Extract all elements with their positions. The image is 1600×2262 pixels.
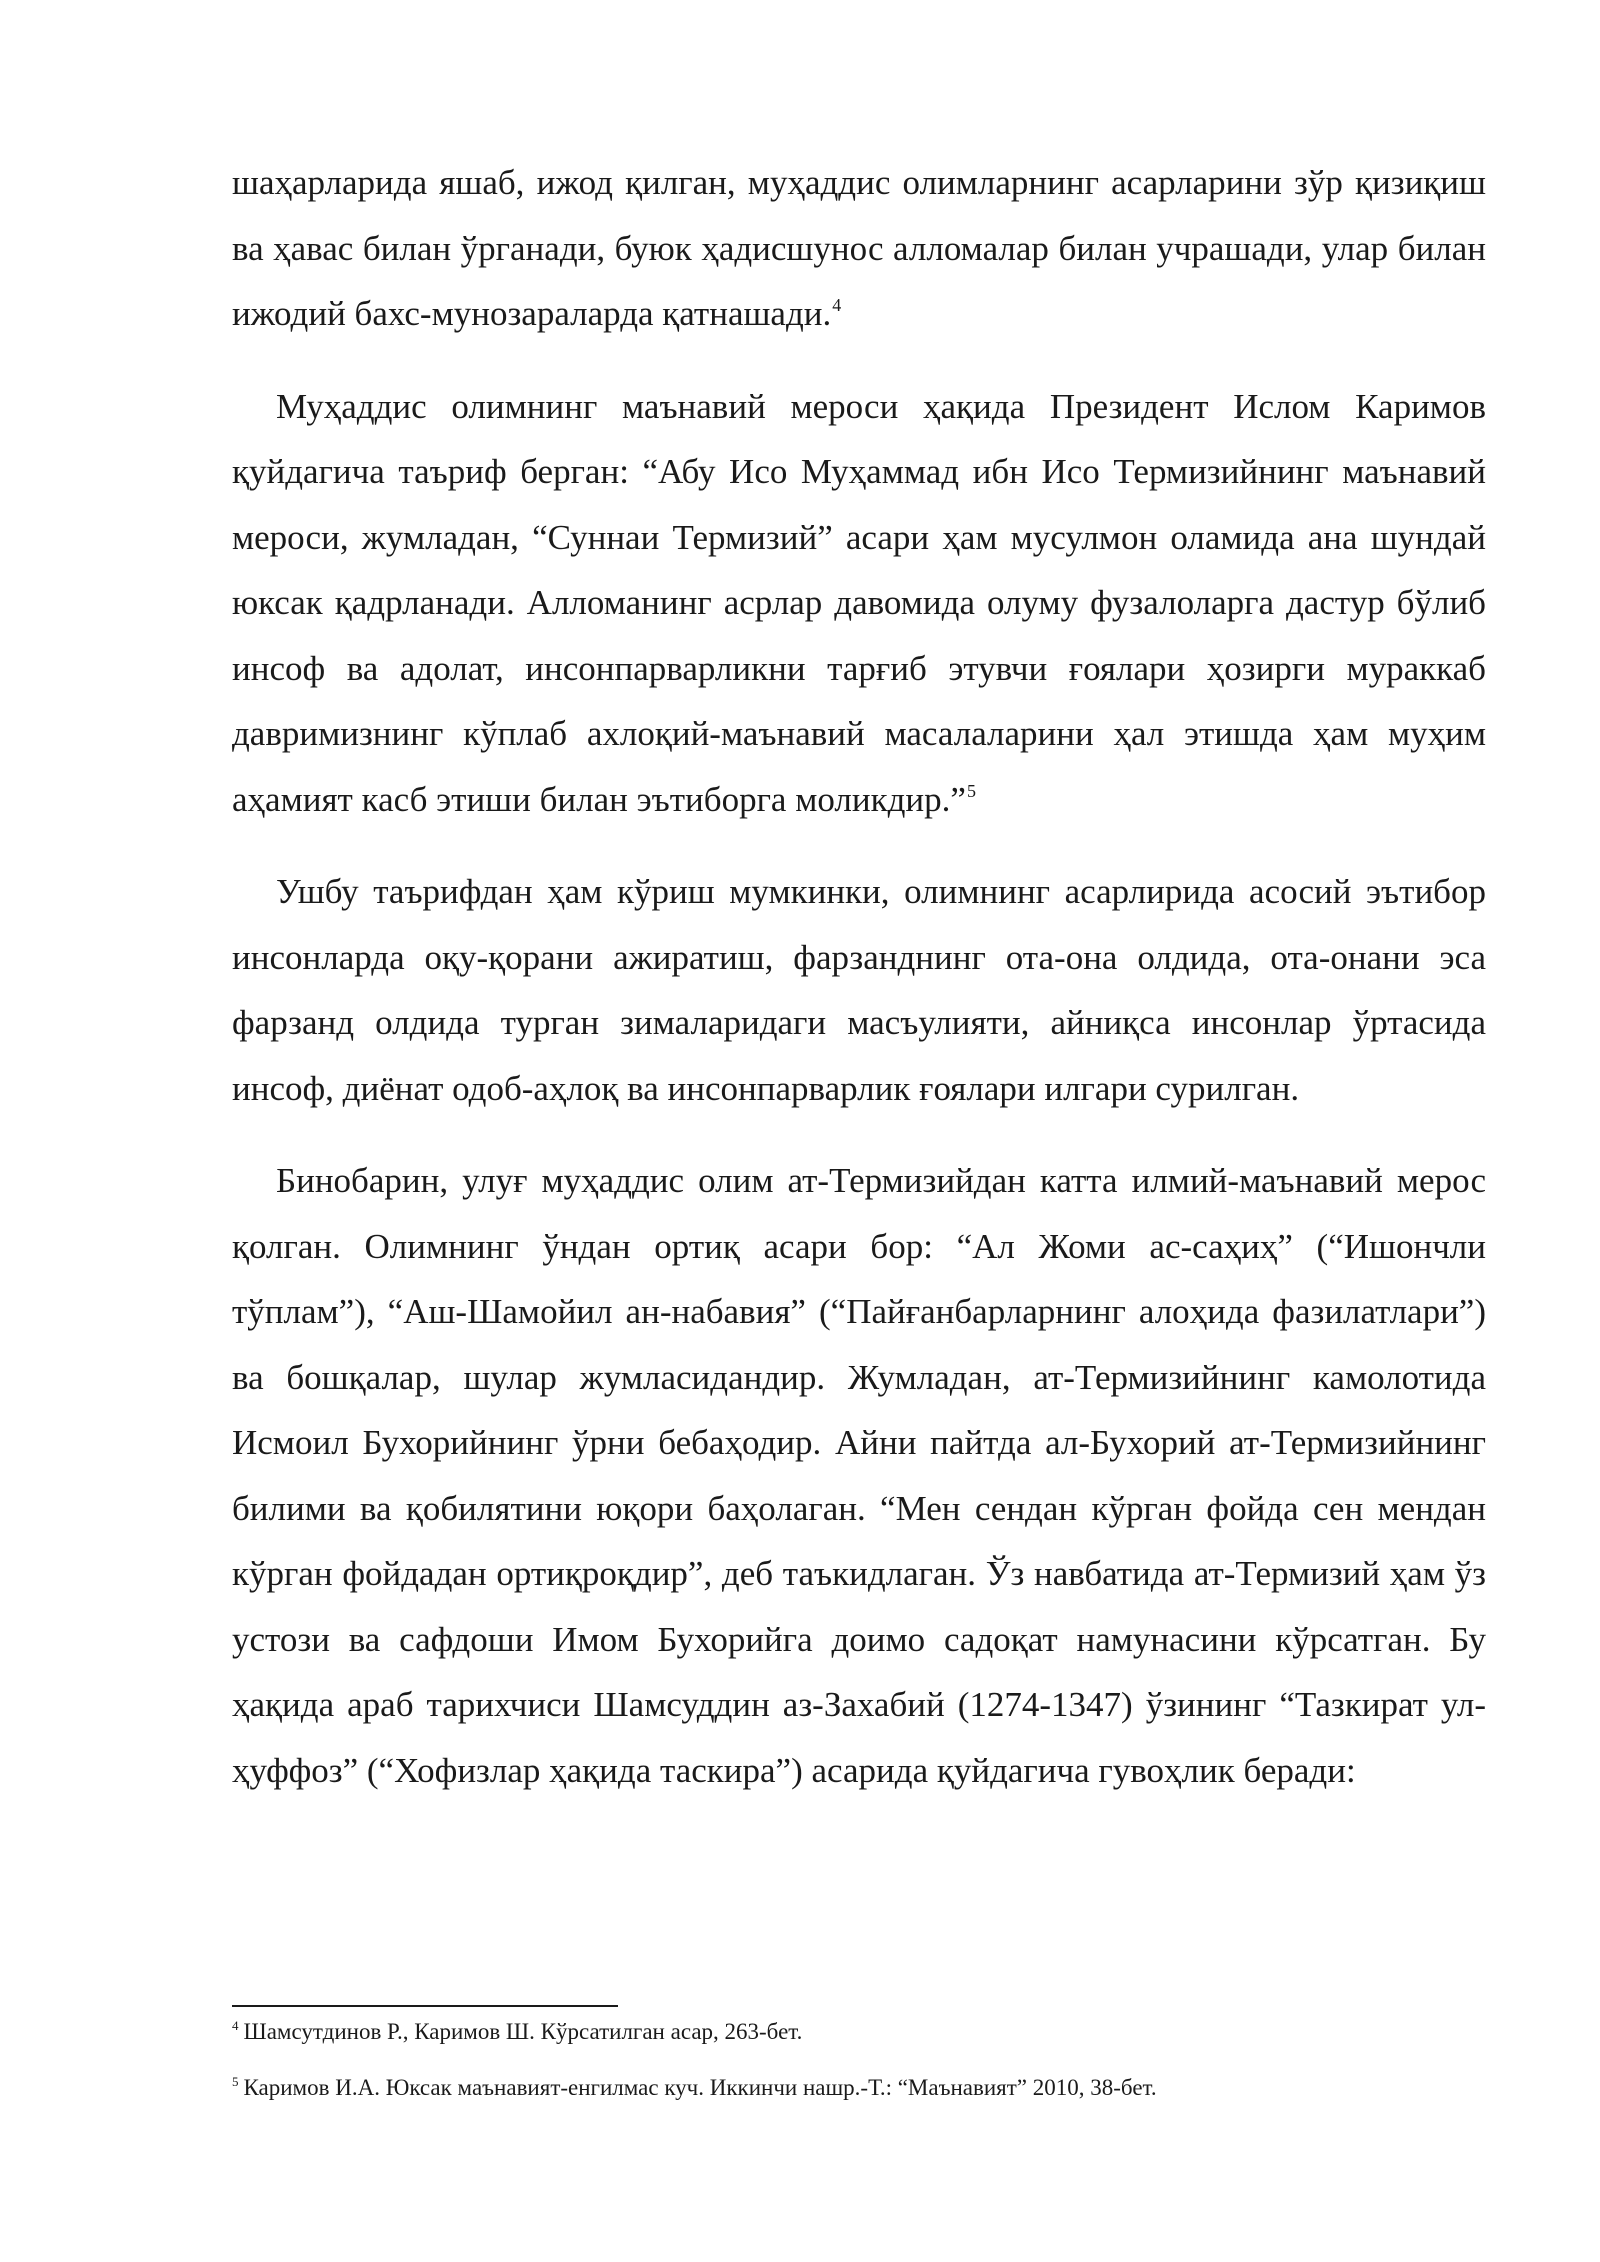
footnote-number-4: 4 [232,2018,239,2033]
paragraph-3-text: Ушбу таърифдан ҳам кўриш мумкинки, олимнинг асарлирида асосий эътибор инсонларда оқу-қорани ажиратиш, фарзанднинг ота-она олдида, ота-онани эса фарзанд олдида турган зималаридаги масъулияти, айниқса инсонлар ўртасида инсоф, диёнат одоб-аҳлоқ ва инсонпарварлик ғоялари илгари сурилган. [232,872,1486,1108]
footnotes-section [232,2005,1486,2103]
paragraph-1 [232,150,1486,347]
footnote-ref-5[interactable]: 5 [966,780,976,801]
paragraph-4-text: Бинобарин, улуғ муҳаддис олим ат-Термизийдан катта илмий-маънавий мерос қолган. Олимнинг ўндан ортиқ асари бор: “Ал Жоми ас-саҳиҳ” (“Ишончли тўплам”), “Аш-Шамойил ан-набавия” (“Пайғанбарларнинг алоҳида фазилатлари”) ва бошқалар, шулар жумласидандир. Жумладан, ат-Термизийнинг камолотида Исмоил Бухорийнинг ўрни бебаҳодир. Айни пайтда ал-Бухорий ат-Термизийнинг билими ва қобилятини юқори баҳолаган. “Мен сендан кўрган фойда сен мендан кўрган фойдадан ортиқроқдир”, деб таъкидлаган. Ўз навбатида ат-Термизий ҳам ўз устози ва сафдоши Имом Бухорийга доимо садоқат намунасини кўрсатган. Бу ҳақида араб тарихчиси Шамсуддин аз-Захабий (1274-1347) ўзининг “Тазкират ул-ҳуффоз” (“Хофизлар ҳақида таскира”) асарида қуйдагича гувоҳлик беради: [232,1161,1486,1790]
footnote-number-5: 5 [232,2074,239,2089]
document-page [232,150,1486,1803]
paragraph-1-text: шаҳарларида яшаб, ижод қилган, муҳаддис олимларнинг асарларини зўр қизиқиш ва ҳавас билан ўрганади, буюк ҳадисшунос алломалар билан учрашади, улар билан ижодий бахс-мунозараларда қатнашади. [232,163,1486,333]
footnote-4-text: Шамсутдинов Р., Каримов Ш. Кўрсатилган асар, 263-бет. [243,2019,803,2044]
footnote-4 [232,2017,1486,2047]
footnote-separator [232,2005,618,2007]
paragraph-3 [232,859,1486,1121]
footnote-5-text: Каримов И.А. Юксак маънавият-енгилмас куч. Иккинчи нашр.-Т.: “Маънавият” 2010, 38-бет. [243,2075,1157,2100]
footnote-ref-4[interactable]: 4 [832,295,842,315]
paragraph-2 [232,374,1486,833]
paragraph-2-text: Муҳаддис олимнинг маънавий мероси ҳақида Президент Ислом Каримов қуйдагича таъриф берган: “Абу Исо Муҳаммад ибн Исо Термизийнинг маънавий мероси, жумладан, “Суннаи Термизий” асари ҳам мусулмон оламида ана шундай юксак қадрланади. Алломанинг асрлар давомида олуму фузалоларга дастур бўлиб инсоф ва адолат, инсонпарварликни тарғиб этувчи ғоялари ҳозирги мураккаб давримизнинг кўплаб ахлоқий-маънавий масалаларини ҳал этишда ҳам муҳим аҳамият касб этиши билан эътиборга моликдир.” [232,386,1486,819]
footnote-5 [232,2073,1486,2103]
paragraph-4 [232,1148,1486,1803]
